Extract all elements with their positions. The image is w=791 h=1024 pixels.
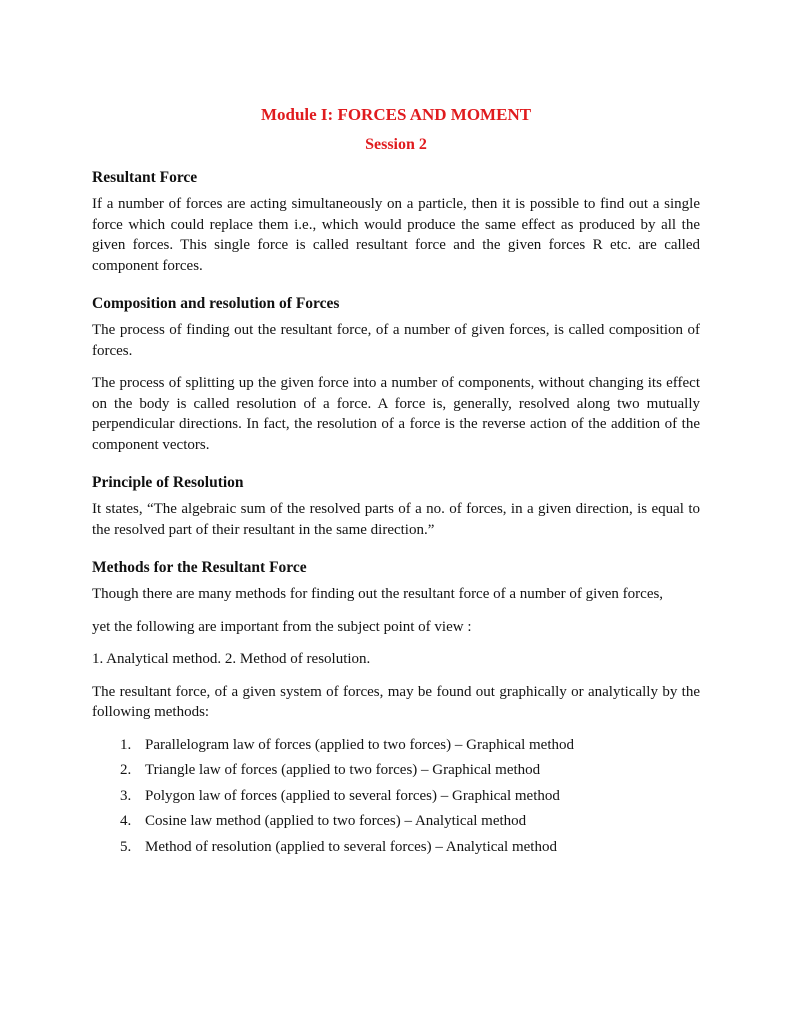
paragraph-composition-2: The process of splitting up the given force into a number of components, without changing its effect on the body is called resolution of a force. A force is, generally, resolved along two mutually perpendicular directions. In fact, the resolution of a force is the reverse action of the addition of the component vectors. <box>92 375 700 453</box>
list-item-number: 5. <box>120 838 132 855</box>
list-item <box>120 811 700 832</box>
list-item <box>120 760 700 781</box>
heading-composition: Composition and resolution of Forces <box>92 295 340 312</box>
doc-title: Module I: FORCES AND MOMENT <box>260 105 532 124</box>
heading-resultant-force: Resultant Force <box>92 169 198 186</box>
heading-methods: Methods for the Resultant Force <box>92 559 307 576</box>
list-item <box>120 735 700 756</box>
list-item-number: 4. <box>120 813 132 829</box>
methods-list <box>120 735 700 858</box>
list-item-number: 2. <box>120 762 132 778</box>
paragraph-composition-1: The process of finding out the resultant force, of a number of given forces, is called composition of forces. <box>92 322 700 359</box>
paragraph-methods-intro-2: yet the following are important from the subject point of view : <box>92 618 472 635</box>
list-item-text: Method of resolution (applied to several forces) – Analytical method <box>145 838 557 855</box>
list-item-text: Cosine law method (applied to two forces) – Analytical method <box>145 813 527 829</box>
list-item-number: 1. <box>120 736 132 753</box>
paragraph-resultant-force: If a number of forces are acting simultaneously on a particle, then it is possible to find out a single force which could replace them i.e., which would produce the same effect as produced by all the given forces. This single force is called resultant force and the given forces R etc. are called component forces. <box>92 196 700 274</box>
paragraph-methods-intro-3: The resultant force, of a given system of forces, may be found out graphically or analytically by the following methods: <box>92 683 700 720</box>
list-item-number: 3. <box>120 787 132 804</box>
doc-subtitle: Session 2 <box>365 136 427 153</box>
list-item <box>120 837 700 858</box>
list-item-text: Triangle law of forces (applied to two forces) – Graphical method <box>145 762 541 778</box>
paragraph-methods-intro-1: Though there are many methods for finding out the resultant force of a number of given forces, <box>92 586 664 602</box>
heading-principle: Principle of Resolution <box>92 474 244 491</box>
list-item-text: Parallelogram law of forces (applied to two forces) – Graphical method <box>145 736 575 753</box>
paragraph-methods-inline: 1. Analytical method. 2. Method of resolution. <box>92 651 371 667</box>
list-item <box>120 786 700 807</box>
paragraph-principle: It states, “The algebraic sum of the resolved parts of a no. of forces, in a given direction, is equal to the resolved part of their resultant in the same direction.” <box>92 501 700 538</box>
list-item-text: Polygon law of forces (applied to several forces) – Graphical method <box>145 787 560 804</box>
